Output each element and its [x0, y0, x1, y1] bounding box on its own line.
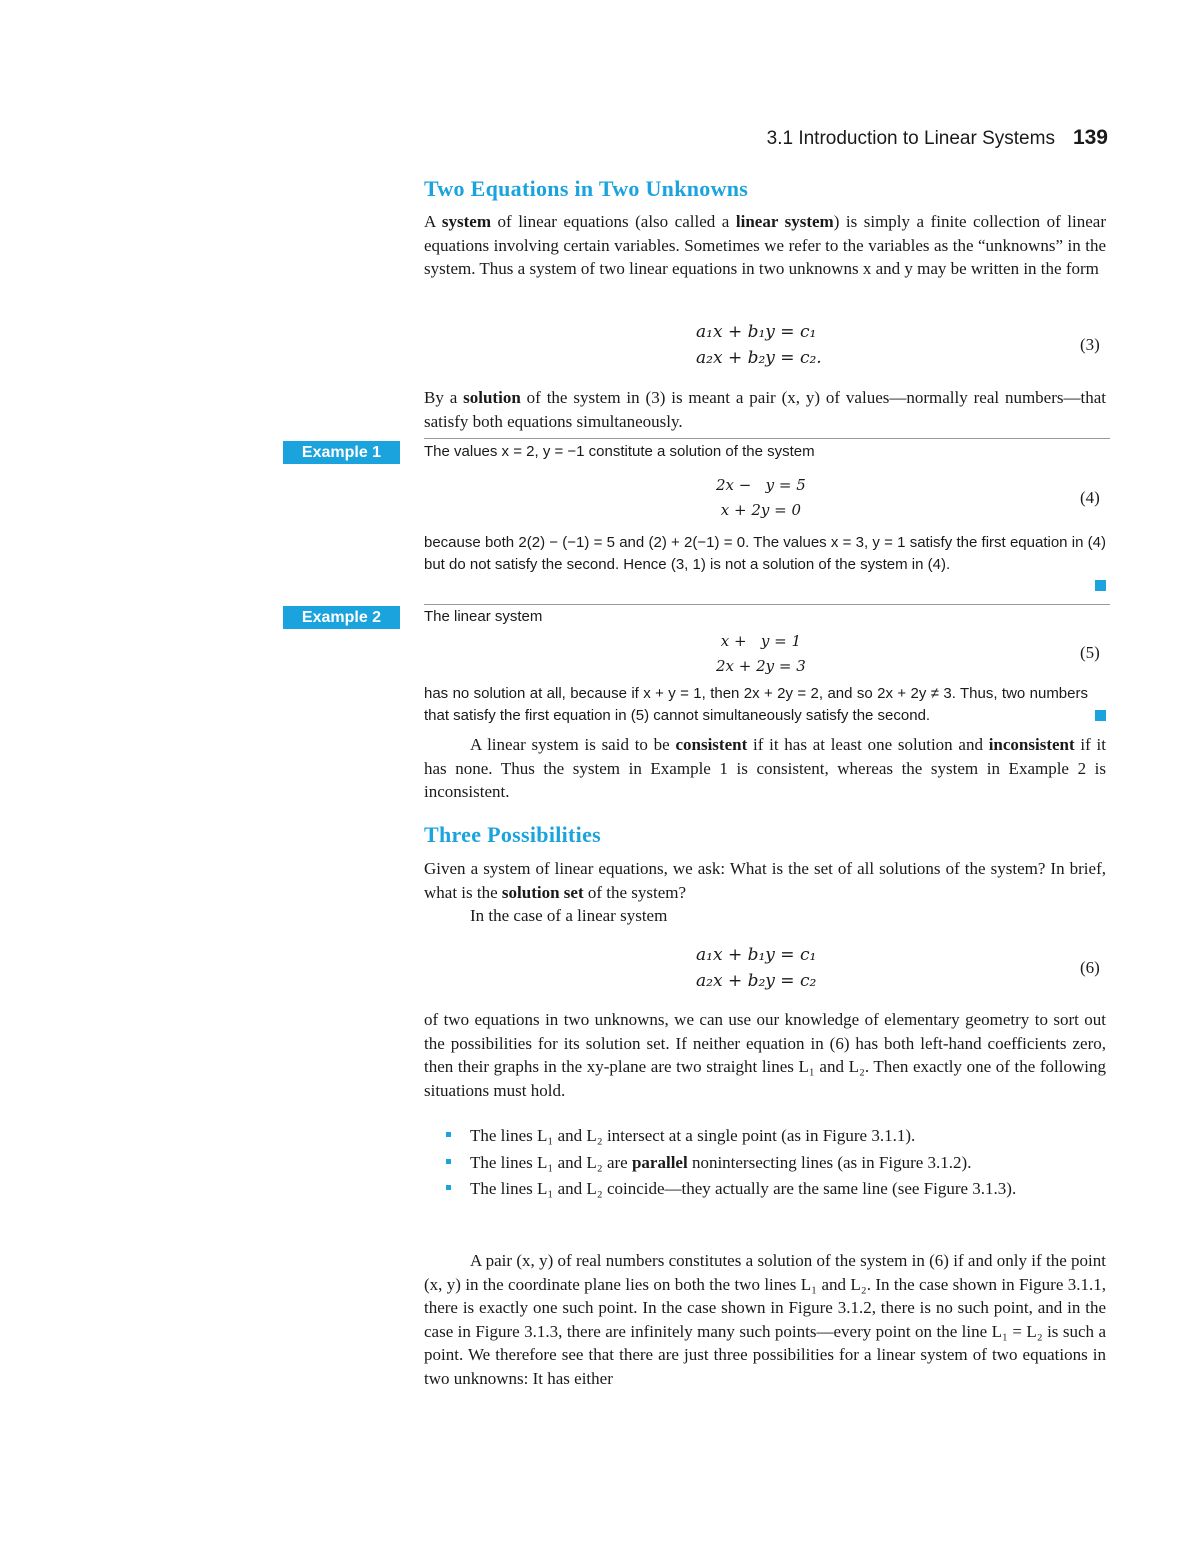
- equation-5-line-2: 2x + 2y = 3: [716, 657, 806, 675]
- equation-number-4: (4): [1080, 488, 1100, 507]
- list-item: [446, 1151, 1106, 1175]
- bullet-square-icon: [446, 1185, 451, 1190]
- equation-3-line-1: a₁x + b₁y = c₁: [696, 322, 817, 342]
- text-run: Given a system of linear equations, we ask: What is the set of all solutions of the system? In brief, what is the: [424, 859, 1106, 902]
- text-run: The lines L₁ and L₂ are: [470, 1152, 632, 1172]
- page-number: 139: [1072, 126, 1108, 149]
- term-solution: solution: [463, 388, 521, 407]
- section-heading-three-possibilities: Three Possibilities: [424, 822, 602, 847]
- running-header: [722, 126, 1108, 156]
- example-2-intro: The linear system: [424, 608, 543, 625]
- paragraph-consistency: [424, 733, 1106, 804]
- term-consistent: consistent: [675, 735, 748, 754]
- example-1-end-square-icon: [1095, 580, 1106, 591]
- equation-6-line-1: a₁x + b₁y = c₁: [696, 945, 817, 965]
- bullet-square-icon: [446, 1132, 451, 1137]
- bullet-square-icon: [446, 1159, 451, 1164]
- equation-number-3: (3): [1080, 335, 1100, 354]
- text-run: if it has none. Thus the system in Example 1 is consistent, whereas the system in Example 2 is inconsistent.: [424, 735, 1106, 801]
- text-run: A: [424, 212, 442, 231]
- paragraph-solution-set: [424, 857, 1106, 904]
- example-2-body: has no solution at all, because if x + y = 1, then 2x + 2y = 2, and so 2x + 2y ≠ 3. Thus, two numbers that satisfy the first equation in (5) cannot simultaneously satisfy the second.: [424, 685, 1088, 724]
- paragraph-three-possibilities: A pair (x, y) of real numbers constitutes a solution of the system in (6) if and only if the point (x, y) in the coordinate plane lies on both the two lines L₁ and L₂. In the case shown in Figure 3.1.1, there is exactly one such point. In the case shown in Figure 3.1.2, there is no such point, and in the case in Figure 3.1.3, there are infinitely many such points—every point on the line L₁ = L₂ is such a point. We therefore see that there are just three possibilities for a linear system of two equations in two unknowns: It has either: [424, 1251, 1106, 1388]
- list-item: [446, 1177, 1106, 1201]
- equation-5-line-1: x + y = 1: [716, 632, 801, 650]
- running-title: 3.1 Introduction to Linear Systems: [766, 128, 1055, 149]
- text-run: of the system?: [583, 882, 687, 902]
- equation-4-line-1: 2x − y = 5: [716, 476, 806, 494]
- paragraph-geometry: of two equations in two unknowns, we can use our knowledge of elementary geometry to sort out the possibilities for its solution set. If neither equation in (6) has both left-hand coefficients zero, then their graphs in the xy-plane are two straight lines L₁ and L₂. Then exactly one of the following situations must hold.: [424, 1010, 1106, 1100]
- list-item: [446, 1124, 1106, 1148]
- equation-number-5: (5): [1080, 643, 1100, 662]
- example-1-body: because both 2(2) − (−1) = 5 and (2) + 2(−1) = 0. The values x = 3, y = 1 satisfy the first equation in (4) but do not satisfy the second. Hence (3, 1) is not a solution of the system in (4).: [424, 534, 1106, 573]
- text-run: By a: [424, 388, 464, 407]
- term-inconsistent: inconsistent: [988, 735, 1075, 754]
- text-run: The lines L₁ and L₂ intersect at a single point (as in Figure 3.1.1).: [470, 1126, 916, 1145]
- text-run: if it has at least one solution and: [747, 735, 989, 754]
- text-run: The lines L₁ and L₂ coincide—they actually are the same line (see Figure 3.1.3).: [470, 1179, 1017, 1198]
- possibilities-list: [446, 1124, 1106, 1204]
- example-2-rule: [424, 604, 1110, 605]
- example-2-end-square-icon: [1095, 710, 1106, 721]
- text-run: nonintersecting lines (as in Figure 3.1.2).: [687, 1152, 972, 1172]
- paragraph-case-linear-system: In the case of a linear system: [470, 906, 668, 925]
- text-run: ) is simply a finite collection of linear equations involving certain variables. Sometimes we refer to the variables as the “unknowns” in the system. Thus a system of two linear equations in two unknowns x and y may be written in the form: [424, 212, 1106, 278]
- example-1-rule: [424, 438, 1110, 439]
- equation-3-line-2: a₂x + b₂y = c₂.: [696, 348, 822, 368]
- equation-number-6: (6): [1080, 958, 1100, 977]
- paragraph-solution-definition: [424, 386, 1106, 433]
- term-system: system: [441, 212, 491, 231]
- term-parallel: parallel: [631, 1152, 688, 1172]
- example-2-label: Example 2: [283, 606, 400, 629]
- paragraph-system-definition: [424, 210, 1106, 281]
- term-linear-system: linear system: [735, 212, 834, 231]
- equation-4-line-2: x + 2y = 0: [716, 501, 801, 519]
- example-1-intro: The values x = 2, y = −1 constitute a solution of the system: [424, 443, 815, 460]
- text-run: of the system in (3) is meant a pair (x, y) of values—normally real numbers—that satisfy both equations simultaneously.: [424, 388, 1106, 431]
- term-solution-set: solution set: [501, 882, 584, 902]
- example-1-label: Example 1: [283, 441, 400, 464]
- equation-6-line-2: a₂x + b₂y = c₂: [696, 971, 817, 991]
- text-run: of linear equations (also called a: [490, 212, 736, 231]
- text-run: A linear system is said to be: [470, 735, 676, 754]
- section-heading-two-equations: Two Equations in Two Unknowns: [424, 176, 749, 201]
